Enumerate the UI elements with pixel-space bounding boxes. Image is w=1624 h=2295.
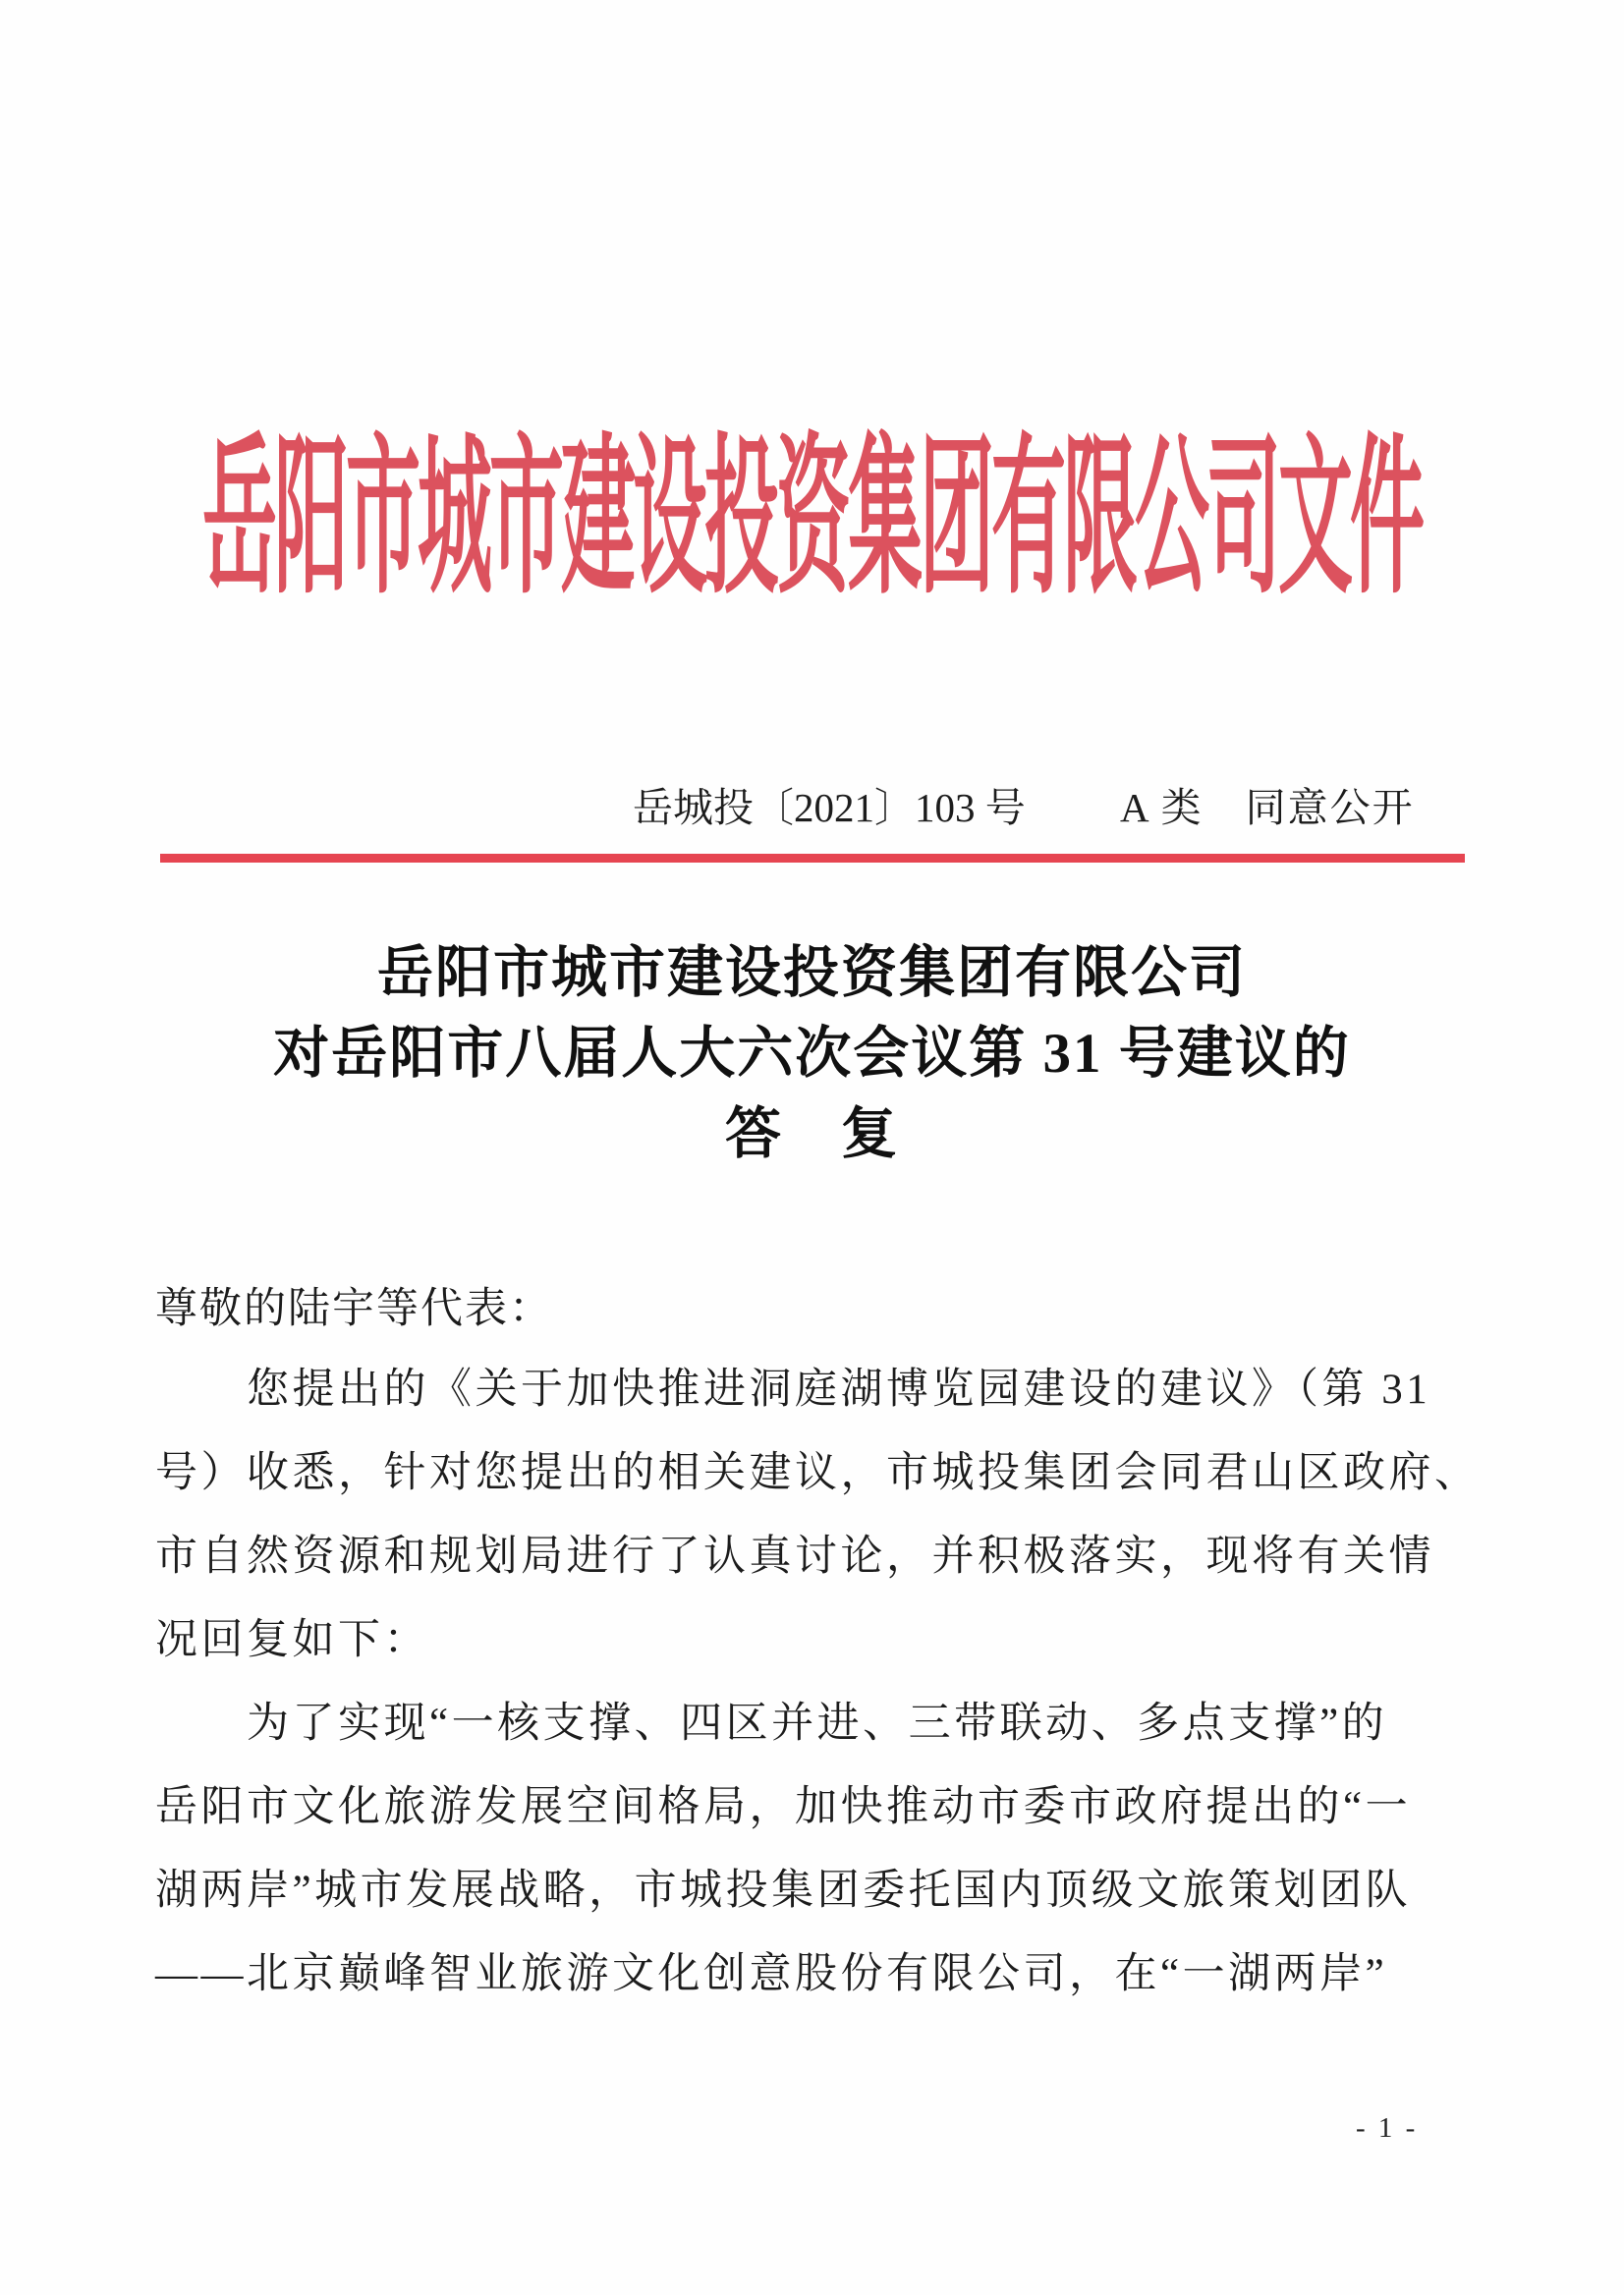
- document-title-line-3: 答 复: [725, 1103, 899, 1165]
- body-text: [155, 1348, 1491, 2016]
- body-text-line: 湖两岸”城市发展战略，市城投集团委托国内顶级文旅策划团队: [155, 1868, 1412, 1914]
- body-text-line: ——北京巅峰智业旅游文化创意股份有限公司，在“一湖两岸”: [155, 1951, 1388, 1997]
- body-text-line: 您提出的《关于加快推进洞庭湖博览园建设的建议》（第 31: [247, 1367, 1431, 1413]
- body-text-line: 况回复如下：: [155, 1617, 429, 1663]
- red-letterhead-title: 岳阳市城市建设投资集团有限公司文件: [202, 424, 1422, 615]
- classification-label: A 类 同意公开: [1120, 785, 1415, 830]
- document-title: [0, 933, 1624, 1175]
- document-title-line-1: 岳阳市城市建设投资集团有限公司: [377, 942, 1247, 1004]
- document-title-line-2: 对岳阳市八届人大六次会议第 31 号建议的: [273, 1023, 1351, 1085]
- document-number-row: [0, 784, 1624, 831]
- red-divider-line: [160, 854, 1465, 863]
- body-text-line: 岳阳市文化旅游发展空间格局，加快推动市委市政府提出的“一: [155, 1784, 1412, 1830]
- document-number: 岳城投〔2021〕103 号: [633, 785, 1026, 830]
- body-text-line: 市自然资源和规划局进行了认真讨论，并积极落实，现将有关情: [155, 1534, 1434, 1580]
- page-number: - 1 -: [1356, 2112, 1419, 2144]
- body-text-line: 为了实现“一核支撑、四区并进、三带联动、多点支撑”的: [247, 1701, 1388, 1747]
- salutation: 尊敬的陆宇等代表：: [155, 1286, 553, 1332]
- body-text-line: 号）收悉，针对您提出的相关建议，市城投集团会同君山区政府、: [155, 1450, 1481, 1496]
